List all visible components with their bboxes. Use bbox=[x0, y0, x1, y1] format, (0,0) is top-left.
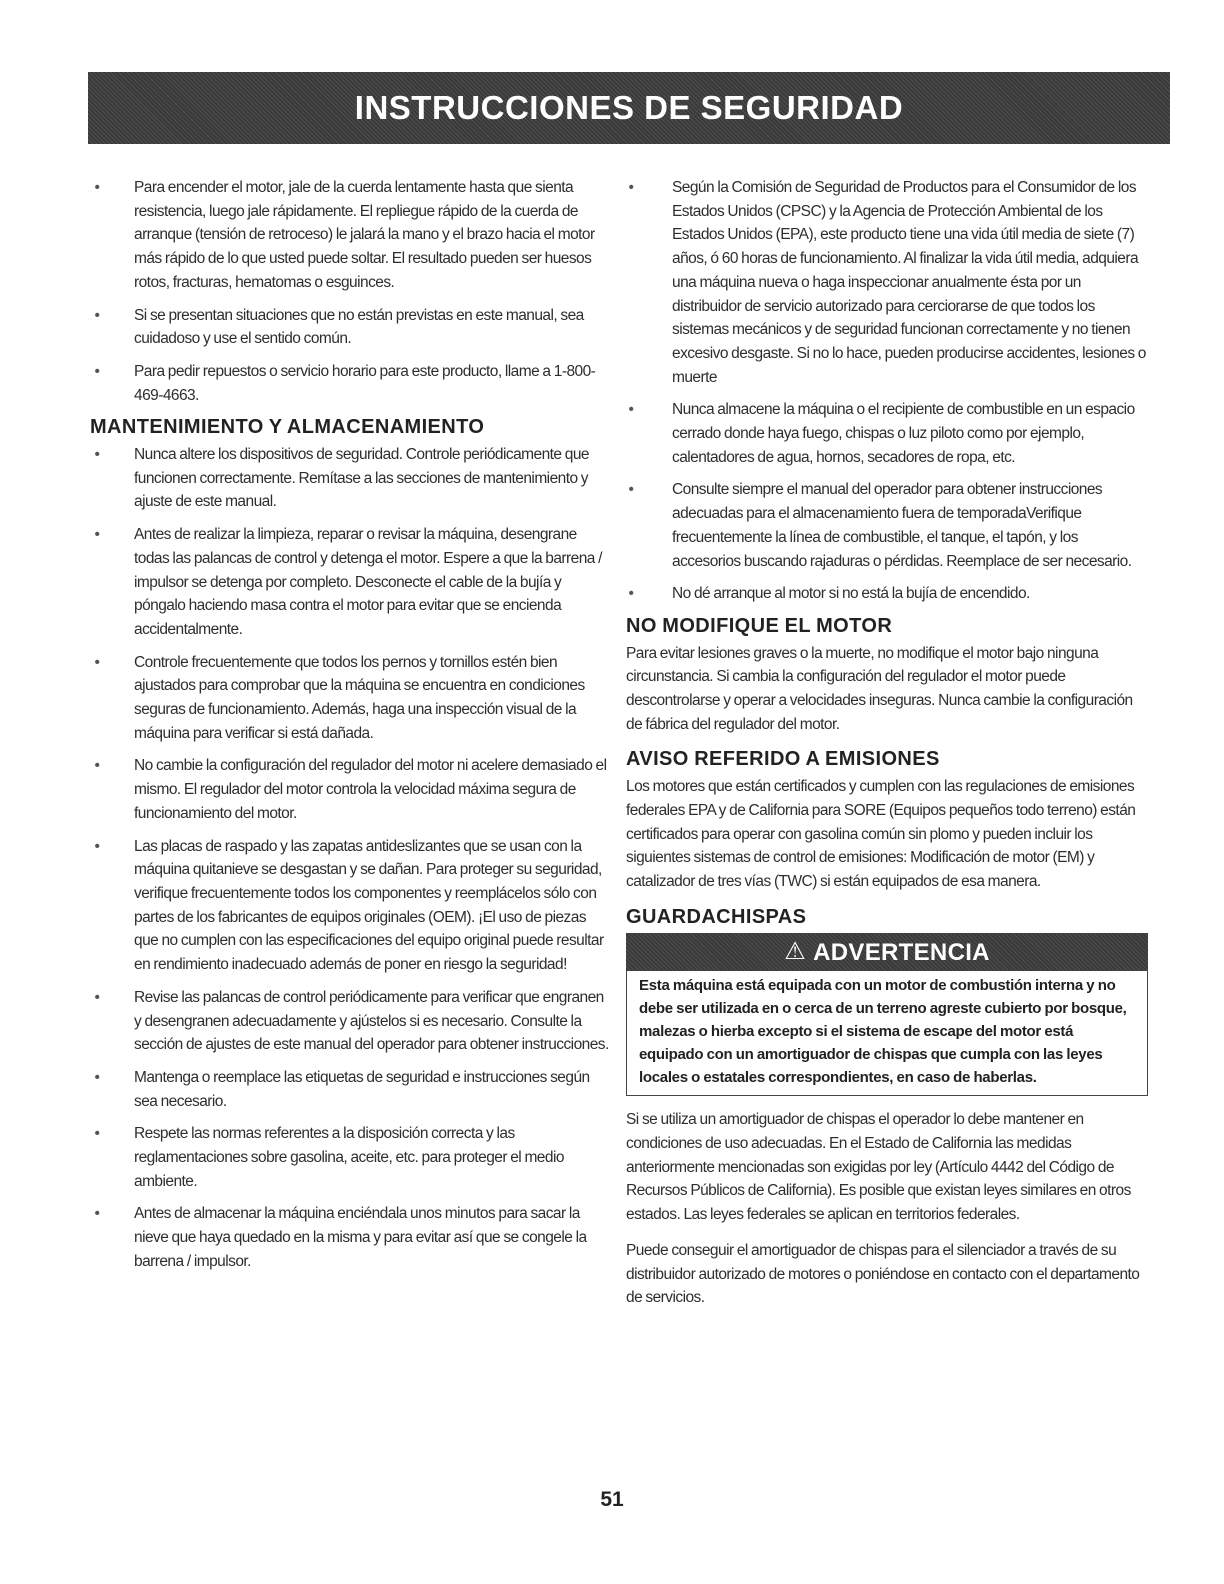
bullet-marker: • bbox=[628, 585, 634, 603]
list-item: • Nunca almacene la máquina o el recipiente de combustible en un espacio cerrado donde haya fuego, chispas o luz piloto como por ejemplo, calentadores de agua, hornos, secadores de ropa, etc. bbox=[626, 398, 1148, 469]
list-item: • No cambie la configuración del regulador del motor ni acelere demasiado el mismo. El regulador del motor controla la velocidad máxima segura de funcionamiento del motor. bbox=[92, 754, 612, 825]
engine-paragraph: Para evitar lesiones graves o la muerte, no modifique el motor bajo ninguna circunstancia. Si cambia la configuración del regulador el motor puede descontrolarse y operar a velocidades inseguras. Nunca cambie la configuración de fábrica del regulador del motor. bbox=[626, 644, 1133, 733]
bullet-marker: • bbox=[94, 988, 100, 1006]
emissions-paragraph: Los motores que están certificados y cumplen con las regulaciones de emisiones federales EPA y de California para SORE (Equipos pequeños todo terreno) están certificados para operar con gasolina común sin plomo y pueden incluir los siguientes sistemas de control de emisiones: Modificación de motor (EM) y catalizador de tres vías (TWC) si están equipados de esa manera. bbox=[626, 778, 1136, 890]
list-item: • Si se presentan situaciones que no están previstas en este manual, sea cuidadoso y use el sentido común. bbox=[92, 304, 612, 351]
spark-arrester-heading: GUARDACHISPAS bbox=[626, 905, 807, 928]
list-item: • Nunca altere los dispositivos de seguridad. Controle periódicamente que funcionen correctamente. Remítase a las secciones de mantenimiento y ajuste de este manual. bbox=[92, 443, 612, 514]
warning-box bbox=[626, 971, 1148, 1096]
list-item: • Las placas de raspado y las zapatas antideslizantes que se usan con la máquina quitanieve se desgastan y se dañan. Para proteger su seguridad, verifique frecuentemente todos los componentes y reemplácelos sólo con partes de los fabricantes de equipos originales (OEM). ¡El uso de piezas que no cumplen con las especificaciones del equipo original puede resultar en rendimiento inadecuado además de poner en riesgo la seguridad! bbox=[92, 835, 612, 977]
bullet-marker: • bbox=[94, 653, 100, 671]
page-number: 51 bbox=[600, 1488, 624, 1511]
list-item: • Para pedir repuestos o servicio horario para este producto, llame a 1-800-469-4663. bbox=[92, 360, 612, 407]
list-item: • Mantenga o reemplace las etiquetas de seguridad e instrucciones según sea necesario. bbox=[92, 1066, 612, 1113]
bullet-marker: • bbox=[94, 1068, 100, 1086]
warning-title: ADVERTENCIA bbox=[813, 938, 990, 966]
page-header-banner bbox=[88, 72, 1170, 144]
list-item: • Respete las normas referentes a la disposición correcta y las reglamentaciones sobre gasolina, aceite, etc. para proteger el medio ambiente. bbox=[92, 1122, 612, 1193]
spark-paragraph: Puede conseguir el amortiguador de chispas para el silenciador a través de su distribuidor autorizado de motores o poniéndose en contacto con el departamento de servicios. bbox=[626, 1241, 1140, 1307]
warning-triangle-icon: ⚠ bbox=[784, 938, 806, 966]
list-item: • Antes de almacenar la máquina enciéndala unos minutos para sacar la nieve que haya quedado en la misma y para evitar así que se congele la barrena / impulsor. bbox=[92, 1202, 612, 1273]
list-item: • Para encender el motor, jale de la cuerda lentamente hasta que sienta resistencia, luego jale rápidamente. El repliegue rápido de la cuerda de arranque (tensión de retroceso) le jalará la mano y el brazo hacia el motor más rápido de lo que usted puede soltar. El resultado pueden ser huesos rotos, fracturas, hematomas o esguinces. bbox=[92, 176, 612, 295]
emissions-heading: AVISO REFERIDO A EMISIONES bbox=[626, 748, 940, 771]
list-item: • Revise las palancas de control periódicamente para verificar que engranen y desengranen adecuadamente y ajústelos si es necesario. Consulte la sección de ajustes de este manual del operador para obtener instrucciones. bbox=[92, 986, 612, 1057]
bullet-marker: • bbox=[94, 1205, 100, 1223]
bullet-marker: • bbox=[94, 446, 100, 464]
bullet-marker: • bbox=[94, 306, 100, 324]
list-item: • Controle frecuentemente que todos los pernos y tornillos estén bien ajustados para comprobar que la máquina se encuentra en condiciones seguras de funcionamiento. Además, haga una inspección visual de la máquina para verificar si está dañada. bbox=[92, 651, 612, 746]
list-item: • Consulte siempre el manual del operador para obtener instrucciones adecuadas para el almacenamiento fuera de temporadaVerifique frecuentemente la línea de combustible, el tanque, el tapón, y los accesorios buscando rajaduras o pérdidas. Reemplace de ser necesario. bbox=[626, 478, 1148, 573]
bullet-marker: • bbox=[94, 179, 100, 196]
list-item: • Según la Comisión de Seguridad de Productos para el Consumidor de los Estados Unidos (CPSC) y la Agencia de Protección Ambiental de los Estados Unidos (EPA), este producto tiene una vida útil media de siete (7) años, ó 60 horas de funcionamiento. Al finalizar la vida útil media, adquiera una máquina nueva o haga inspeccionar anualmente ésta por un distribuidor de servicio autorizado para cerciorarse de que todos los sistemas mecánicos y de seguridad funcionan correctamente y no tienen excesivo desgaste. Si no lo hace, pueden producirse accidentes, lesiones o muerte bbox=[626, 176, 1148, 389]
bullet-marker: • bbox=[628, 179, 634, 196]
bullet-marker: • bbox=[628, 481, 634, 499]
left-column bbox=[92, 176, 612, 1283]
bullet-marker: • bbox=[94, 757, 100, 775]
right-column bbox=[626, 176, 1148, 1322]
bullet-marker: • bbox=[94, 526, 100, 544]
bullet-marker: • bbox=[628, 401, 634, 419]
warning-text: Esta máquina está equipada con un motor de combustión interna y no debe ser utilizada en o cerca de un terreno agreste cubierto por bosque, malezas o hierba excepto si el sistema de escape del motor está equipado con un amortiguador de chispas que cumpla con las leyes locales o estatales correspondientes, en caso de haberlas. bbox=[639, 977, 1127, 1086]
bullet-marker: • bbox=[94, 1125, 100, 1143]
bullet-marker: • bbox=[94, 837, 100, 855]
engine-heading: NO MODIFIQUE EL MOTOR bbox=[626, 614, 893, 637]
list-item: • No dé arranque al motor si no está la bujía de encendido. bbox=[626, 582, 1148, 606]
spark-paragraph: Si se utiliza un amortiguador de chispas el operador lo debe mantener en condiciones de uso adecuadas. En el Estado de California las medidas anteriormente mencionadas son exigidas por ley (Artículo 4442 del Código de Recursos Públicos de California). Es posible que existan leyes similares en otros estados. Las leyes federales se aplican en territorios federales. bbox=[626, 1111, 1131, 1224]
maintenance-heading: MANTENIMIENTO Y ALMACENAMIENTO bbox=[90, 416, 485, 439]
bullet-marker: • bbox=[94, 362, 100, 380]
list-item: • Antes de realizar la limpieza, reparar o revisar la máquina, desengrane todas las palancas de control y detenga el motor. Espere a que la barrena / impulsor se detenga por completo. Desconecte el cable de la bujía y póngalo haciendo masa contra el motor para evitar que se encienda accidentalmente. bbox=[92, 523, 612, 642]
warning-banner bbox=[626, 933, 1148, 971]
page-title: INSTRUCCIONES DE SEGURIDAD bbox=[354, 89, 904, 126]
